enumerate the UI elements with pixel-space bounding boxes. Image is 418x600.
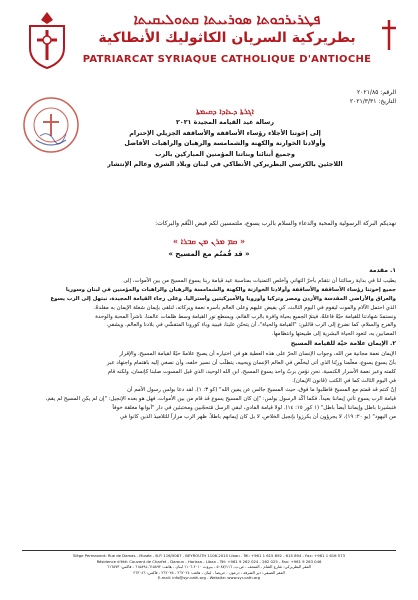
arabic-theme-quote: « قد قُمتُم مع المسيح »: [168, 250, 250, 258]
arabic-letterhead-title: بطريركية السريان الكاثوليك الأنطاكية: [98, 30, 356, 46]
reference-block: [350, 88, 396, 106]
footer-address-ar: المقر البطريركي: شارع الشام - المتحف - ص.ب. ٥٠٨٧/١١٦ - بيروت ٢٠١٠-١١٠٦ لبنان - هاتف: ٦١٥٨٩٢-٦١٥٨٩٤ - فاكس: ٦١٦٥٧٣: [107, 564, 311, 570]
syriac-theme-quote: « ܩܡ ܡܪܢ ܡܢ ܩܒܪܐ »: [173, 236, 245, 246]
body-line: المصابين به، لتعود الحياة البشرية إلى طبيعتها وانتظامها.: [271, 331, 396, 338]
syriac-letterhead-title: ܦܛܪܝܪܟܘܬܐ ܣܘܪܝܝܬܐ ܩܬܘܠܝܩܝܬܐ: [133, 12, 321, 28]
addressee-line: إلى إخوتنا الأجلاء رؤساء الأساقفة والأساقفة الجزيلي الإحترام: [129, 129, 321, 137]
footer-summer-address-fr: Résidence d'été: Couvent de Charfet - Daroun - Harissa - Liban - Tél: +961 9 262 024 - 262 025 - Fax: +961 9 263 046: [96, 558, 322, 564]
letterhead: [22, 10, 396, 76]
body-line: يطيب لنا في بداية رسالتنا أن نتقدّم بأحرّ التهاني وأخلص التمنيات بمناسبة عيد قيامة ربنا يسوع المسيح من بين الأموات، إلى: [123, 277, 396, 284]
body-line: قيامة الرب يسوع تأتي إيماننا بعيداً. فكما أكّد الرسول بولس: "إن كان المسيح يسوع قد قام من بين الأموات، فهل هو بعده الإنجيل: "إن لم يكن المسيح لم يقم،: [45, 395, 396, 402]
cross-icon: [382, 20, 396, 50]
section-heading: ١. مقدمة: [369, 267, 396, 274]
body-line: فتبشيرنا باطل وإيماننا أيضاً باطل" (١ كور ١٥: ١٤). لولا قيامة الفادي، لبقي الرسل مُتحجّبين ومختبئين في دار "أبوابها مغلقة خوفاً: [112, 404, 396, 411]
body-line: والعراق والأراضي المقدسة والأردن ومصر وتركيا وأوروبا والأميركيتين وأستراليا. وعلى رجاء القيامة المجيدة، نبتهل إلى الرب يسوع: [50, 295, 396, 302]
section-heading: ٢. الإيمان علامة حيّة للقيامة المسيح: [290, 340, 396, 348]
letterhead-footer: [22, 550, 396, 581]
addressee-block: [70, 106, 380, 170]
greeting-line: نهديكم البركة الرسولية والمحبة والدعاء والسلام بالرب يسوع، ملتمسين لكم فيض النِّعَم والبركات:: [155, 220, 396, 227]
footer-divider: [22, 550, 396, 551]
body-line: في اليوم الثالث كما في الكتب (قانون الإيمان).: [292, 377, 396, 384]
french-letterhead-title: PATRIARCAT SYRIAQUE CATHOLIQUE D'ANTIOCHE: [82, 54, 372, 65]
footer-address-fr: Siège Permanent: Rue de Damas - Musée - B.P. 116/5087 - BEYROUTH 1106-2010 Liban - Tél: +961 1 615 892 - 615 894 - Fax: +961 1 616 573: [72, 553, 346, 558]
addressee-line: وجميع أبنائنا وبناتنا المؤمنين المباركين بالرب: [155, 150, 295, 158]
body-line: إنّ كنتم قد قمتم مع المسيح فاطلبوا ما فوق، حيث المسيح جالس عن يمين الله" (كو ٣: ١). لقد دعا بولس رسول الأمم أن: [127, 386, 396, 393]
body-line: الإيمان نعمة مجانية من الله، وجواب الإنسان الحرّ على هذه العطية هو في اختياره أن يصبح علامةً حيّةً لقيامة المسيح، والإقرار: [119, 351, 396, 358]
patriarchal-coat-of-arms-icon: [22, 10, 72, 70]
body-line: جميع إخوتنا رؤساء الأساقفة والأساقفة وأولادنا الخوارنة والكهنة والشمامسة والرهبان والراهبات والمؤمنين في لبنان وسوريا: [65, 286, 396, 293]
body-line: ونستمدّ شهادتنا للقيامة حيّةً فاعلةً، فيتمّ الجميع بحياة وافرة بالرب القائم، ويسطع نور القيامة وسط ظلمات عالمنا، ناشراً المحبة والوحدة: [95, 313, 396, 320]
body-line: الذي احتمل الآلام والموت ليقوم في اليوم الثالث، كي يفيض عليهم وعلى العالم بأسره نعمة ويركاته، لنلقى بإيمان شعلة الإيمان به مقلدةً،: [93, 304, 396, 311]
letter-body: [22, 266, 396, 421]
footer-summer-address-ar: المقر الصيفي: دير الشرفة - درعون - حريصا - لبنان - هاتف: ٢٦٢٠٢٤ - ٢٦٢٠٢٥ - فاكس: ٢٦٣٠٤٦: [133, 569, 285, 575]
letter-title: رسالة عيد القيامة المجيدة ٢٠٢١: [176, 119, 274, 127]
body-line: من اليهود" (يو ٢٠: ١٩)، لا يجرؤون أن يكرزوا بإنجيل الخلاص، لا بل كان إيمانهم باطلاً. ظهر الرب مراراً للتلاميذ الذين كانوا في: [119, 413, 396, 420]
syriac-letter-title: ܐܓܪܬܐ ܕܥܐܕܐ ܕܩܝܡܬܐ: [196, 106, 254, 116]
body-line: كلمته وعبر نعمة الأسرار الكنسية. نحن نؤمن بربّ واحد يسوع المسيح، ابن الله الوحيد، الذي قيل المسوت صلبنا كإنسان، ولكنه قام: [107, 368, 396, 375]
body-line: بأنّ يسوع يسوع، معلّمنا وربّنا الذي أتى ليخلّص في العالم الإنسان ويحييه، يتطلّب أن نسير خلفه، وأن نصغي إليه باهتمام واجتهاد عبر: [106, 360, 396, 367]
letter-date: التاريخ: ٢٠٢١/٣/٣١: [349, 98, 396, 105]
body-line: والفرح والسلام، كما نضرع إلى الرب قائلين: "القيامة والحياة"، أن يتحنّن علينا، فيبيد وباء كورونا المتفشّي في بلادنا والعالم، ويشفي: [107, 322, 396, 329]
footer-contact: E-mail: info@syr-cath.org - Website: www.syr-cath.org: [157, 575, 261, 581]
reference-number: الرقم: ٢٠٢١/٨٥: [357, 89, 396, 96]
addressee-line: وأولادنا الخوارنة والكهنة والشمامسة والرهبان والراهبات الأفاضل: [124, 140, 326, 148]
addressee-line: اللاجئين بالكرسي البطريركي الأنطاكي في لبنان وبلاد الشرق وعالم الإنتشار: [107, 161, 343, 169]
